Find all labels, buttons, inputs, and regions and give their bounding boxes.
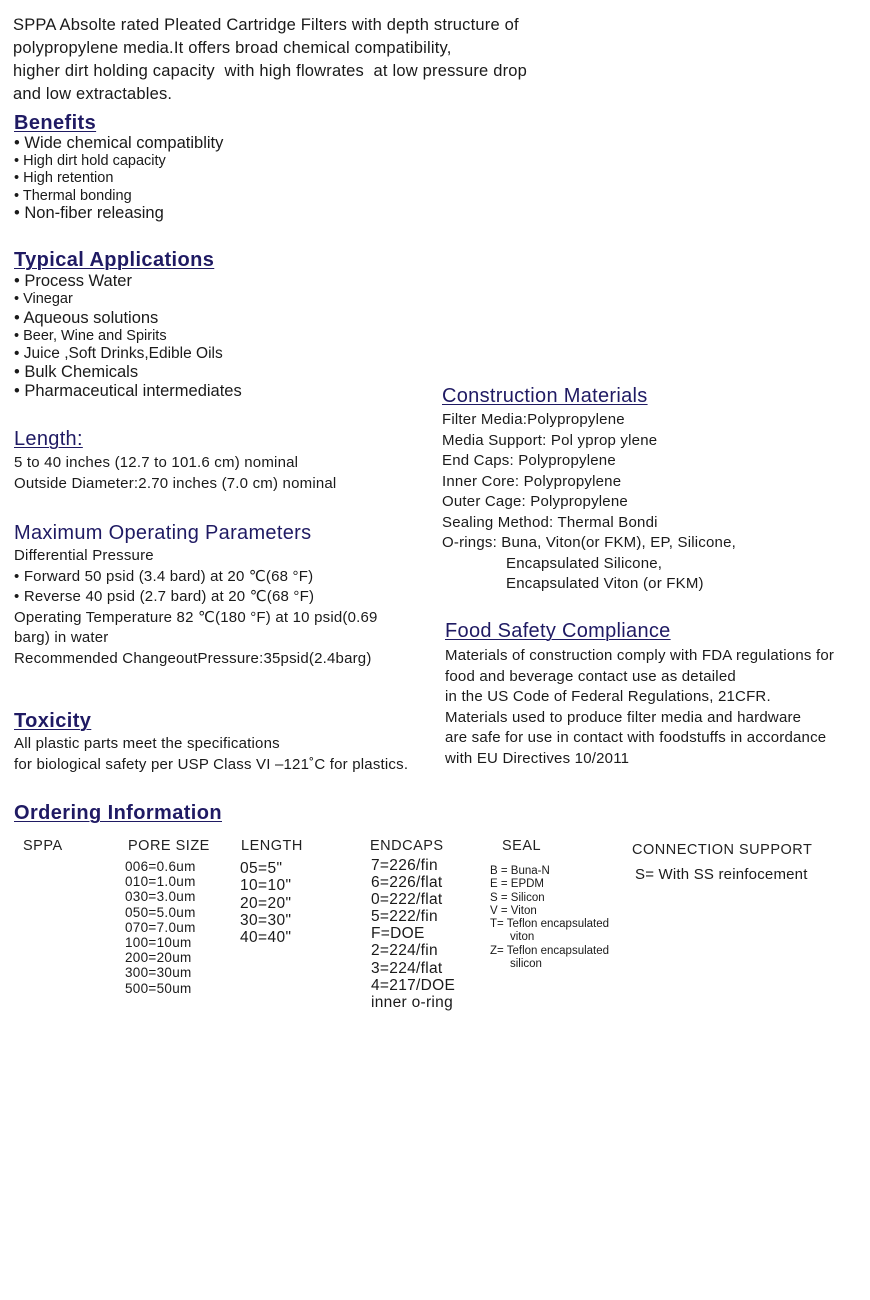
endcaps-list (371, 857, 455, 1011)
operating-line: • Forward 50 psid (3.4 bard) at 20 ℃(68 °F) (14, 567, 314, 585)
seal-option: E = EPDM (490, 878, 545, 891)
endcaps-option: 6=226/flat (371, 874, 443, 892)
construction-line: Media Support: Pol yprop ylene (442, 431, 658, 449)
pore-size-column-header: PORE SIZE (128, 838, 210, 854)
length-line: 5 to 40 inches (12.7 to 101.6 cm) nominal (14, 454, 299, 471)
operating-line: Operating Temperature 82 ℃(180 °F) at 10 psid(0.69 (14, 608, 378, 626)
pore-size-option: 300=30um (125, 965, 192, 981)
endcaps-option: inner o-ring (371, 993, 454, 1011)
intro-line: higher dirt holding capacity with high flowrates at low pressure drop (13, 62, 528, 80)
construction-text (442, 410, 736, 595)
applications-list (14, 272, 242, 400)
food-safety-line: are safe for use in contact with foodstuffs in accordance (445, 729, 827, 746)
connection-column-header: CONNECTION SUPPORT (632, 842, 813, 858)
seal-option: S = Silicon (490, 891, 545, 904)
toxicity-line: All plastic parts meet the specifications (14, 735, 280, 752)
intro-line: SPPA Absolte rated Pleated Cartridge Filters with depth structure of (13, 16, 519, 34)
operating-text (14, 546, 378, 669)
seal-option-continuation: silicon (510, 958, 542, 971)
toxicity-line: for biological safety per USP Class VI –121˚C for plastics. (14, 755, 409, 773)
food-safety-line: Materials used to produce filter media and hardware (445, 708, 802, 726)
seal-column-header: SEAL (502, 838, 542, 854)
length-option: 20=20" (240, 894, 292, 912)
operating-line: barg) in water (14, 629, 109, 646)
endcaps-option: 5=222/fin (371, 908, 438, 926)
endcaps-option: F=DOE (371, 925, 425, 943)
length-option: 30=30" (240, 911, 292, 929)
applications-heading: Typical Applications (14, 249, 215, 271)
endcaps-column-header: ENDCAPS (370, 838, 444, 854)
construction-line: O-rings: Buna, Viton(or FKM), EP, Silicone, (442, 534, 736, 551)
length-column-header: LENGTH (241, 838, 303, 854)
list-item: • Bulk Chemicals (14, 363, 242, 381)
list-item: • High retention (14, 170, 223, 188)
list-item: • High dirt hold capacity (14, 153, 223, 171)
construction-line: Inner Core: Polypropylene (442, 472, 622, 490)
pore-size-option: 070=7.0um (125, 919, 196, 935)
seal-option: B = Buna-N (490, 865, 550, 877)
series-column-header: SPPA (23, 838, 63, 854)
operating-heading: Maximum Operating Parameters (14, 522, 312, 544)
list-item: • Process Water (14, 272, 242, 290)
list-item: • Beer, Wine and Spirits (14, 327, 242, 345)
operating-line: Differential Pressure (14, 547, 154, 564)
length-options-list (240, 860, 291, 946)
length-text (14, 453, 336, 494)
pore-size-list (125, 859, 196, 996)
seal-option: Z= Teflon encapsulated (490, 944, 610, 957)
pore-size-option: 500=50um (125, 980, 192, 996)
operating-line: • Reverse 40 psid (2.7 bard) at 20 ℃(68 °F) (14, 588, 315, 605)
list-item: • Thermal bonding (14, 188, 223, 206)
toxicity-text (14, 734, 408, 775)
endcaps-option: 0=222/flat (371, 891, 443, 909)
connection-option: S= With SS reinfocement (635, 866, 808, 883)
construction-line: Encapsulated Silicone, (506, 554, 663, 572)
construction-line: Encapsulated Viton (or FKM) (506, 575, 704, 592)
pore-size-option: 030=3.0um (125, 889, 196, 905)
food-safety-line: Materials of construction comply with FDA regulations for (445, 647, 835, 664)
intro-paragraph (13, 14, 613, 106)
construction-line: End Caps: Polypropylene (442, 452, 616, 469)
pore-size-option: 010=1.0um (125, 874, 196, 890)
seal-option: V = Viton (490, 904, 537, 917)
construction-heading: Construction Materials (442, 385, 648, 407)
list-item: • Aqueous solutions (14, 309, 242, 327)
pore-size-option: 100=10um (125, 935, 192, 951)
construction-line: Filter Media:Polypropylene (442, 411, 625, 428)
food-safety-line: food and beverage contact use as detailed (445, 667, 736, 685)
benefits-list (14, 135, 223, 223)
endcaps-option: 4=217/DOE (371, 976, 456, 994)
food-safety-line: with EU Directives 10/2011 (445, 749, 630, 767)
food-safety-heading: Food Safety Compliance (445, 620, 671, 642)
construction-line: Sealing Method: Thermal Bondi (442, 513, 658, 531)
length-heading: Length: (14, 428, 83, 450)
intro-line: and low extractables. (13, 85, 173, 103)
length-option: 05=5" (240, 860, 283, 877)
toxicity-heading: Toxicity (14, 710, 92, 732)
endcaps-option: 3=224/flat (371, 959, 443, 977)
list-item: • Vinegar (14, 290, 242, 308)
endcaps-option: 7=226/fin (371, 857, 438, 874)
list-item: • Pharmaceutical intermediates (14, 382, 242, 400)
pore-size-option: 050=5.0um (125, 904, 196, 920)
endcaps-option: 2=224/fin (371, 942, 438, 960)
benefits-heading: Benefits (14, 112, 97, 134)
length-option: 40=40" (240, 929, 292, 947)
length-line: Outside Diameter:2.70 inches (7.0 cm) nominal (14, 474, 337, 492)
length-option: 10=10" (240, 877, 292, 895)
seal-option-continuation: viton (510, 931, 535, 944)
pore-size-option: 006=0.6um (125, 859, 196, 874)
food-safety-line: in the US Code of Federal Regulations, 21CFR. (445, 688, 771, 705)
ordering-heading: Ordering Information (14, 802, 222, 824)
seal-option: T= Teflon encapsulated (490, 918, 610, 931)
list-item: • Non-fiber releasing (14, 205, 223, 223)
food-safety-text (445, 646, 834, 769)
intro-line: polypropylene media.It offers broad chemical compatibility, (13, 39, 452, 57)
list-item: • Wide chemical compatiblity (14, 135, 223, 153)
construction-line: Outer Cage: Polypropylene (442, 493, 628, 510)
seal-list (490, 865, 609, 971)
pore-size-option: 200=20um (125, 950, 192, 966)
operating-line: Recommended ChangeoutPressure:35psid(2.4barg) (14, 649, 372, 667)
list-item: • Juice ,Soft Drinks,Edible Oils (14, 345, 242, 363)
